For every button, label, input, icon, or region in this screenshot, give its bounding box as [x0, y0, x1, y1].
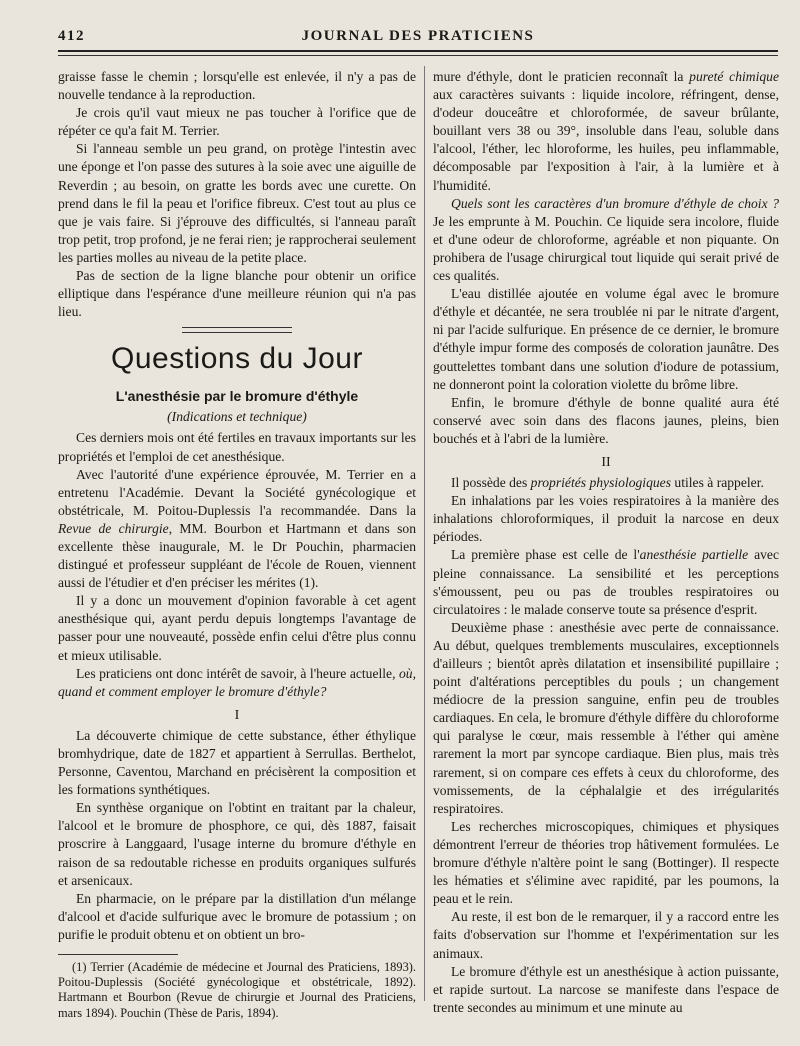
paragraph: graisse fasse le chemin ; lorsqu'elle est enlevée, il n'y a pas de nouvelle tendance à la reproduction. [58, 69, 416, 103]
paragraph: Je crois qu'il vaut mieux ne pas toucher à l'orifice que de répéter ce qu'a fait M. Terrier. [58, 105, 416, 139]
paragraph [58, 466, 416, 593]
footnote-rule [58, 954, 178, 955]
text: Je les emprunte à M. Pouchin. Ce liquide sera incolore, fluide et d'une odeur de chloroforme, agréable et non piquante. On prohibera de l'usage chirurgical tout liquide qui serait privé de ces qualités. [433, 213, 779, 284]
text: Avec l'autorité d'une expérience éprouvée, M. Terrier en a entretenu l'Académie. Devant la Société gynécologique et obstétricale, M. Poitou-Duplessis l'a recommandée. Dans la [58, 466, 416, 518]
emphasis: Quels sont les caractères d'un bromure d'éthyle de choix ? [451, 195, 779, 211]
page-number: 412 [58, 28, 85, 44]
paragraph [433, 195, 779, 285]
text: , MM. Bourbon et Hartmann et dans son excellente thèse inaugurale, M. le Dr Pouchin, pharmacien distingué et professeur suppléant de l'école de Rouen, viennent aussi de l'étudier et d'en préciser les mérites (1). [58, 520, 416, 591]
paragraph: La découverte chimique de cette substance, éther éthylique bromhydrique, date de 1827 et appartient à Serrullas. Berthelot, Personne, Caventou, Marchand en précisèrent la composition et les formations synthétiques. [58, 727, 416, 798]
paragraph: Les recherches microscopiques, chimiques et physiques démontrent l'erreur de théories trop hâtivement formulées. Le bromure d'éthyle n'altère point le sang (Bottinger). Il respecte les hématies et s'élimine avec rapidité, par les poumons, la peau et le rein. [433, 818, 779, 907]
header-rule [58, 50, 778, 52]
paragraph: En synthèse organique on l'obtint en traitant par la chaleur, l'alcool et le bromure de phosphore, ce qui, dès 1887, faisait proscrire à Langgaard, l'usage interne du bromure d'éthyle en raison de sa redoutable richesse en produits organiques sulfurés et arsenicaux. [58, 800, 416, 888]
footnote [58, 960, 416, 1021]
paragraph: Pas de section de la ligne blanche pour obtenir un orifice elliptique dans l'espérance d'une meilleure réunion qui n'a pas lieu. [58, 268, 416, 320]
text: Il possède des [451, 475, 528, 491]
column-divider [424, 66, 425, 1001]
paragraph: Ces derniers mois ont été fertiles en travaux importants sur les propriétés et l'emploi de cet anesthésique. [58, 430, 416, 464]
paragraph: En inhalations par les voies respiratoires à la manière des inhalations chloroformiques, il produit la narcose en deux périodes. [433, 493, 779, 545]
journal-reference: Revue de chirurgie [58, 520, 169, 536]
left-column [58, 68, 416, 1021]
text: avec pleine connaissance. La sensibilité et les perceptions s'émoussent, peu ou pas de troubles respiratoires ou circulatoires : le malade conserve toute sa présence d'esprit. [433, 547, 779, 617]
paragraph: Deuxième phase : anesthésie avec perte de connaissance. Au début, quelques tremblements musculaires, exceptionnels d'ailleurs ; bientôt après dilatation et insensibilité pupillaire ; point d'altérations perceptibles du pouls ; un changement médiocre de la pression sanguine, enfin peu de troubles cardiaques. En cela, le bromure d'éthyle diffère du chloroforme qui paralyse le cœur, mais ressemble à l'éther qui amène rarement la mort par syncope cardiaque. Bien plus, mais très rarement, si on compare ces effets à ceux du chloroforme, des vomissements, de la céphalalgie et des irrégularités respiratoires. [433, 619, 779, 816]
article-subtitle: (Indications et technique) [167, 409, 307, 425]
paragraph: En pharmacie, on le prépare par la distillation d'un mélange d'alcool et d'acide sulfurique avec le bromure de potassium ; on purifie le produit obtenu et on obtient un bro- [58, 890, 416, 942]
running-head [58, 28, 778, 50]
paragraph [433, 474, 779, 492]
journal-title: JOURNAL DES PRATICIENS [301, 28, 535, 44]
paragraph: Au reste, il est bon de le remarquer, il y a raccord entre les faits d'observation sur l'homme et l'expérimentation sur les animaux. [433, 909, 779, 961]
text: aux caractères suivants : liquide incolore, réfringent, dense, d'odeur douceâtre et chloroformée, de saveur brûlante, bouillant vers 38 ou 39°, insoluble dans l'eau, soluble dans l'alcool, l'éther, lec hloroforme, les huiles, peu inflammable, décomposable par l'exposition à l'air, à la lumière et à l'humidité. [433, 87, 779, 193]
section-rule [182, 332, 292, 333]
paragraph [433, 68, 779, 195]
paragraph: Le bromure d'éthyle est un anesthésique à action puissante, et rapide surtout. La narcose se manifeste dans l'espace de trente secondes au minimum et une minute au [433, 963, 779, 1015]
text: La première phase est celle de l' [451, 547, 640, 563]
article-title: L'anesthésie par le bromure d'éthyle [115, 388, 359, 405]
paragraph: Si l'anneau semble un peu grand, on protège l'intestin avec une éponge et l'on passe des sutures à la soie avec une aiguille de Reverdin ; au besoin, on gratte les bords avec une curette. On prend dans le fil la peau et l'orifice fibreux. C'est tout au plus ce que je vais faire. Si j'éprouve des difficultés, si l'anneau paraît trop petit, trop profond, je ne ferai rien; je rapprocherai seulement les parties molles au niveau de la petite place. [58, 141, 416, 265]
header-rule-thin [58, 55, 778, 56]
right-column [433, 68, 779, 1017]
text: Les praticiens ont donc intérêt de savoir, à l'heure actuelle, [76, 665, 396, 681]
emphasis: propriétés physiologiques [530, 475, 672, 491]
paragraph: Enfin, le bromure d'éthyle de bonne qualité aura été conservé avec soin dans des flacons jaunes, pleins, bien bouchés et à l'abri de la lumière. [433, 394, 779, 446]
part-numeral: II [601, 454, 611, 470]
section-rule [182, 327, 292, 328]
section-title: Questions du Jour [111, 342, 363, 376]
paragraph [433, 546, 779, 618]
paragraph: Il y a donc un mouvement d'opinion favorable à cet agent anesthésique qui, ayant perdu depuis longtemps l'avantage de passer pour une nouveauté, possède enfin celui d'être plus connu et mieux utilisable. [58, 593, 416, 663]
text: utiles à rappeler. [674, 475, 764, 491]
emphasis: pureté chimique [689, 69, 780, 84]
paragraph [58, 665, 416, 701]
emphasis: anesthésie partielle [639, 547, 749, 563]
emphasis: où, quand et comment employer le bromure d'éthyle? [58, 665, 416, 699]
part-numeral: I [234, 707, 240, 723]
text: mure d'éthyle, dont le praticien reconnaît la [433, 69, 684, 84]
paragraph: L'eau distillée ajoutée en volume égal avec le bromure d'éthyle et décantée, ne sera troublée ni par le nitrate d'argent, ni par l'acide sulfurique. En présence de ce dernier, le bromure d'éthyle impur forme des composés de coloration jaunâtre. Des gouttelettes tombant dans une solution d'iodure de potassium, ne donneront point la coloration violette du brôme libre. [433, 286, 779, 392]
footnote-text: (1) Terrier (Académie de médecine et Journal des Praticiens, 1893). Poitou-Duplessis (Société gynécologique et obstétricale, 1892). Hartmann et Bourbon (Revue de chirurgie et Journal des Praticiens, mars 1894). Pouchin (Thèse de Paris, 1894). [58, 960, 416, 1020]
